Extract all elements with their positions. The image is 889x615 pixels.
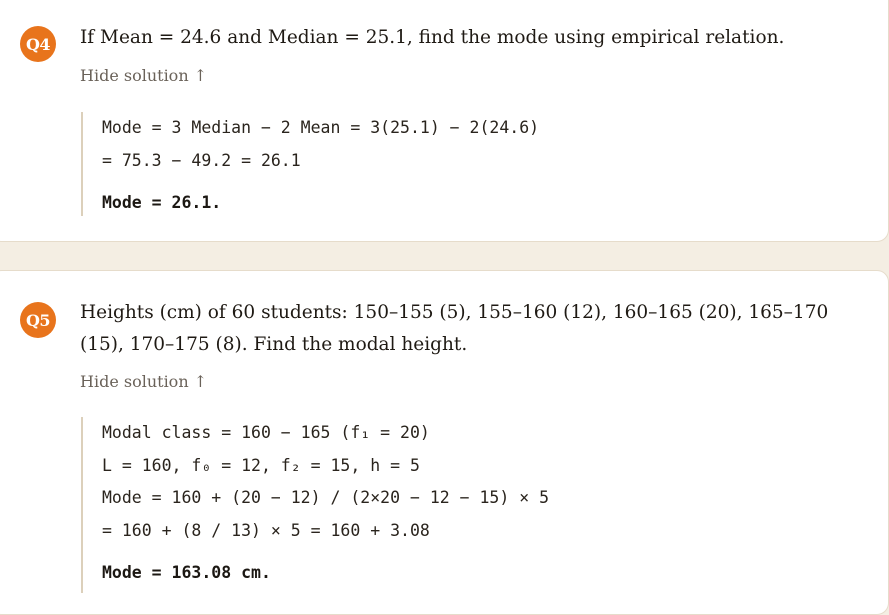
solution-step: Mode = 3 Median − 2 Mean = 3(25.1) − 2(24.6) [102,118,540,137]
solution-block [81,112,539,216]
solution-step: Modal class = 160 − 165 (f₁ = 20) [102,423,430,442]
solution-step: = 160 + (8 / 13) × 5 = 160 + 3.08 [102,520,430,540]
solution-step: = 75.3 − 49.2 = 26.1 [102,150,301,170]
solution-answer: Mode = 163.08 cm. [102,563,271,582]
question-card-q5 [0,270,889,615]
question-card-q4 [0,0,889,242]
solution-step: L = 160, f₀ = 12, f₂ = 15, h = 5 [102,455,420,475]
hide-solution-toggle[interactable]: Hide solution ↑ [80,372,208,391]
solution-step: Mode = 160 + (20 − 12) / (2×20 − 12 − 15) × 5 [102,488,550,507]
question-text: Heights (cm) of 60 students: 150–155 (5), 155–160 (12), 160–165 (20), 165–170 (15), 170–175 (8). Find the modal height. [80,302,829,355]
question-text: If Mean = 24.6 and Median = 25.1, find the mode using empirical relation. [80,27,785,48]
solution-block [81,417,549,593]
solution-answer: Mode = 26.1. [102,193,222,212]
question-number-badge: Q4 [20,26,56,62]
question-number-badge: Q5 [20,302,56,338]
hide-solution-toggle[interactable]: Hide solution ↑ [80,66,208,85]
